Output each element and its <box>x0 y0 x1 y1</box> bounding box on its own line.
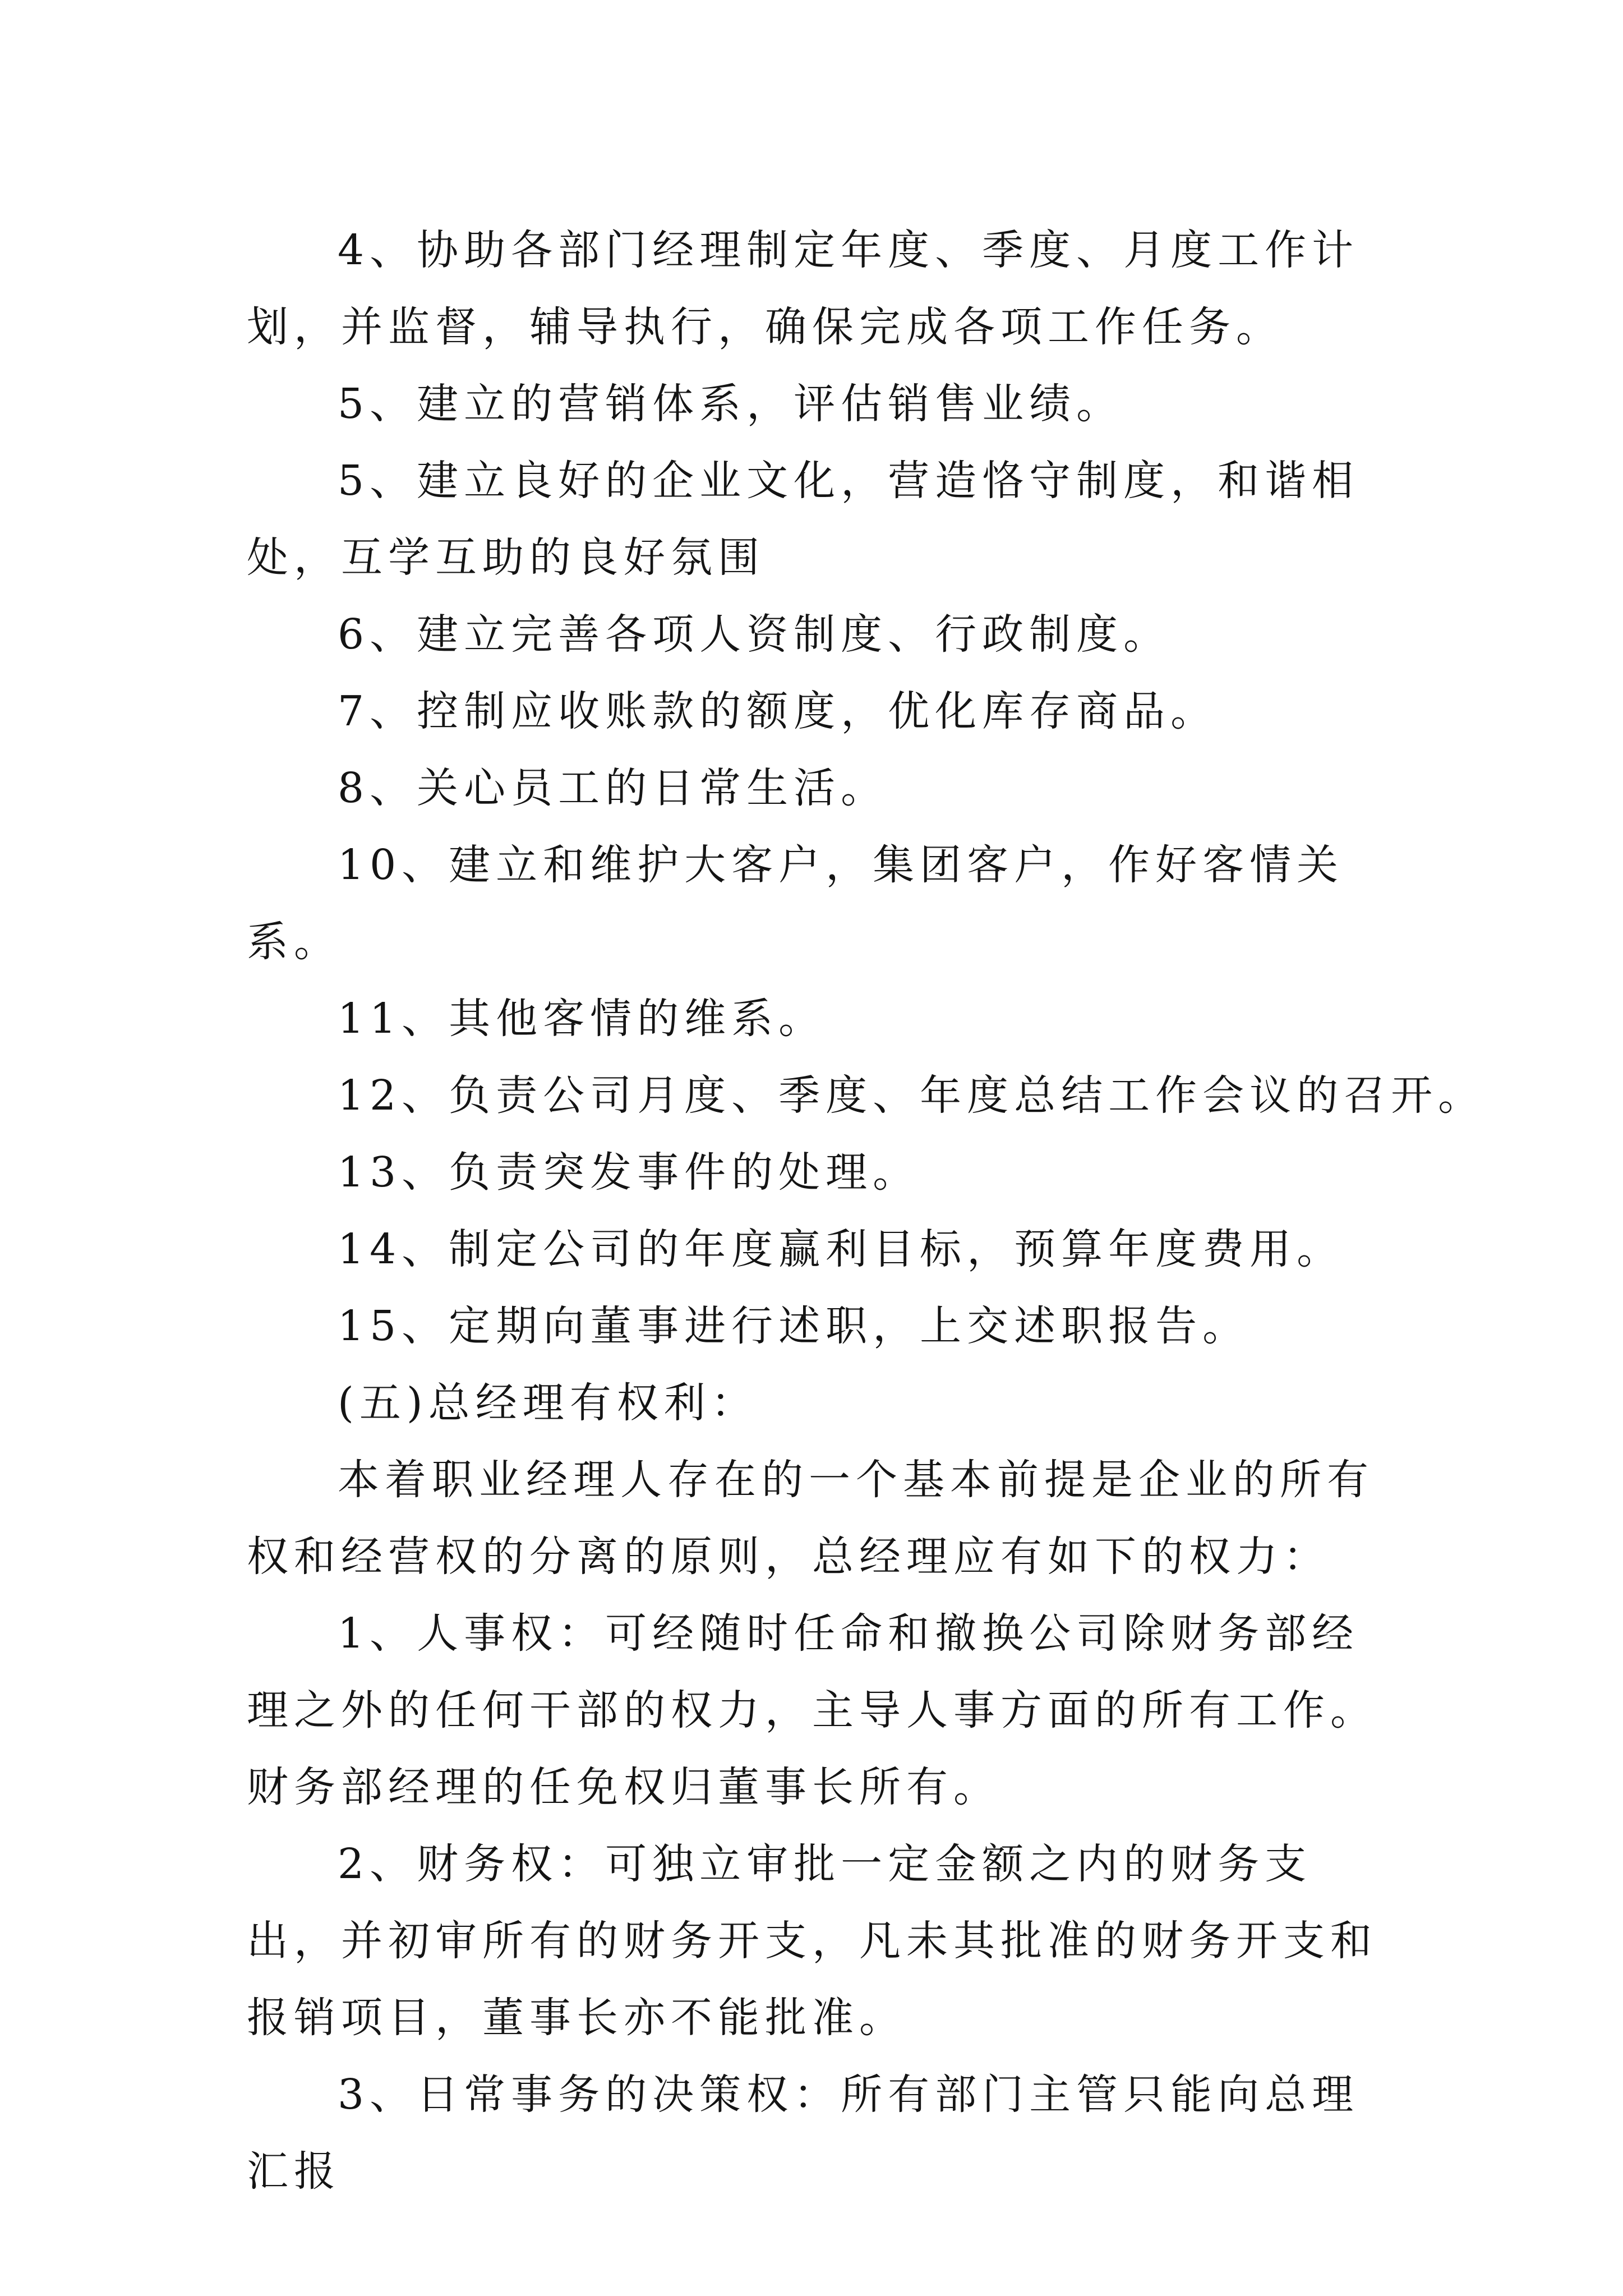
section-heading-rights: (五)总经理有权利： <box>338 1379 758 1427</box>
paragraph-item-11: 11、其他客情的维系。 <box>338 995 826 1043</box>
paragraph-item-14: 14、制定公司的年度赢利目标，预算年度费用。 <box>338 1225 1344 1273</box>
paragraph-item-5-marketing: 5、建立的营销体系，评估销售业绩。 <box>338 380 1124 428</box>
paragraph-rights-intro: 本着职业经理人存在的一个基本前提是企业的所有权和经营权的分离的原则，总经理应有如下的权力： <box>247 1456 1374 1581</box>
paragraph-item-12: 12、负责公司月度、季度、年度总结工作会议的召开。 <box>338 1071 1486 1120</box>
paragraph-item-7: 7、控制应收账款的额度，优化库存商品。 <box>338 687 1218 735</box>
paragraph-item-15: 15、定期向董事进行述职，上交述职报告。 <box>338 1302 1250 1350</box>
paragraph-item-5-culture: 5、建立良好的企业文化，营造恪守制度，和谐相处，互学互助的良好氛围 <box>247 457 1359 582</box>
paragraph-item-10: 10、建立和维护大客户，集团客户，作好客情关系。 <box>247 841 1344 966</box>
paragraph-item-8: 8、关心员工的日常生活。 <box>338 764 888 812</box>
paragraph-right-personnel: 1、人事权：可经随时任命和撤换公司除财务部经理之外的任何干部的权力，主导人事方面的所有工作。财务部经理的任免权归董事长所有。 <box>247 1609 1377 1811</box>
paragraph-item-13: 13、负责突发事件的处理。 <box>338 1148 920 1197</box>
paragraph-item-4: 4、协助各部门经理制定年度、季度、月度工作计划，并监督，辅导执行，确保完成各项工作任务。 <box>247 226 1359 351</box>
paragraph-right-decision: 3、日常事务的决策权：所有部门主管只能向总理汇报 <box>247 2070 1359 2196</box>
paragraph-right-finance: 2、财务权：可独立审批一定金额之内的财务支出，并初审所有的财务开支，凡未其批准的财务开支和报销项目，董事长亦不能批准。 <box>247 1840 1377 2042</box>
document-body <box>247 212 1486 2210</box>
paragraph-item-6: 6、建立完善各项人资制度、行政制度。 <box>338 610 1171 659</box>
